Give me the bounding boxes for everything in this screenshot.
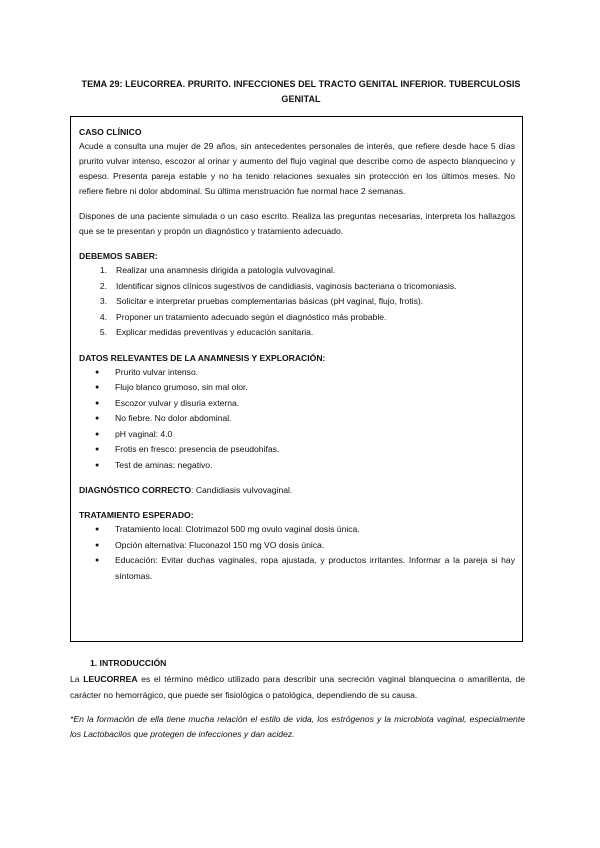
bullet-icon: ● xyxy=(95,557,100,564)
bullet-icon: ● xyxy=(95,446,100,453)
list-item: ● Prurito vulvar intenso. xyxy=(79,365,515,381)
bullet-icon: ● xyxy=(95,384,100,391)
case-instructions: Dispones de una paciente simulada o un caso escrito. Realiza las preguntas necesarias, interpreta los hallazgos que se te presentan y propón un diagnóstico y tratamiento adecuado. xyxy=(79,211,515,236)
page-title: TEMA 29: LEUCORREA. PRURITO. INFECCIONES DEL TRACTO GENITAL INFERIOR. TUBERCULOSIS GENITAL xyxy=(81,79,521,104)
bullet-icon: ● xyxy=(95,415,100,422)
list-item: ● Test de aminas: negativo. xyxy=(79,458,515,474)
list-item: ● Educación: Evitar duchas vaginales, ropa ajustada, y productos irritantes. Informar a la pareja si hay síntomas. xyxy=(79,553,515,584)
list-item: 3. Solicitar e interpretar pruebas complementarias básicas (pH vaginal, flujo, frotis). xyxy=(99,296,424,306)
intro-paragraph: La LEUCORREA es el término médico utilizado para describir una secreción vaginal blanquecina o amarillenta, de carácter no hemorrágico, que puede ser fisiológica o patológica, dependiendo de su causa. xyxy=(70,674,526,700)
list-item: 2. Identificar signos clínicos sugestivos de candidiasis, vaginosis bacteriana o tricomoniasis. xyxy=(99,280,457,291)
bullet-icon: ● xyxy=(95,526,100,533)
list-item: ● Tratamiento local: Clotrimazol 500 mg ovulo vaginal dosis única. xyxy=(79,522,515,538)
diagnosis-line xyxy=(79,483,515,498)
list-item: ● Flujo blanco grumoso, sin mal olor. xyxy=(79,380,515,396)
relevant-data-list xyxy=(79,365,515,474)
bullet-icon: ● xyxy=(95,430,100,438)
list-item: ● No fiebre. No dolor abdominal. xyxy=(79,411,515,427)
section-heading: 1. INTRODUCCIÓN xyxy=(90,658,167,668)
clinical-case-box xyxy=(70,116,523,642)
case-text: Acude a consulta una mujer de 29 años, sin antecedentes personales de interés, que refiere desde hace 5 días prurito vulvar intenso, escozor al orinar y aumento del flujo vaginal que describe como de aspecto blanquecino y espeso. Presenta pareja estable y no ha tenido relaciones sexuales sin protección en los últimos meses. No refiere fiebre ni dolor abdominal. Su última menstruación fue normal hace 2 semanas. xyxy=(79,141,515,196)
intro-note: *En la formación de ella tiene mucha relación el estilo de vida, los estrógenos y la microbiota vaginal, especialmente los Lactobacilos que protegen de infecciones y dan acidez. xyxy=(70,713,525,740)
diagnosis-value: : Candidiasis vulvovaginal. xyxy=(191,485,293,495)
relevant-data-heading: DATOS RELEVANTES DE LA ANAMNESIS Y EXPLORACIÓN: xyxy=(79,352,326,363)
list-item: ● Frotis en fresco: presencia de pseudohifas. xyxy=(79,442,515,458)
list-item: ● Opción alternativa: Fluconazol 150 mg VO dosis única. xyxy=(79,538,515,554)
introduction-section xyxy=(70,656,525,751)
term-leucorrea: LEUCORREA xyxy=(83,674,138,684)
bullet-icon: ● xyxy=(95,368,100,376)
bullet-icon: ● xyxy=(95,541,100,549)
case-heading: CASO CLÍNICO xyxy=(79,127,142,137)
bullet-icon: ● xyxy=(95,399,100,407)
treatment-heading: TRATAMIENTO ESPERADO: xyxy=(79,510,194,520)
bullet-icon: ● xyxy=(95,461,100,469)
list-item: 4. Proponer un tratamiento adecuado según el diagnóstico más probable. xyxy=(99,311,387,322)
diagnosis-label: DIAGNÓSTICO CORRECTO xyxy=(79,485,192,495)
list-item: ● Escozor vulvar y disuria externa. xyxy=(79,396,515,412)
list-item: 1. Realizar una anamnesis dirigida a patología vulvovaginal. xyxy=(99,265,336,275)
list-item: ● pH vaginal: 4.0 xyxy=(79,427,515,443)
treatment-list xyxy=(79,522,515,584)
must-know-heading: DEBEMOS SABER: xyxy=(79,251,158,261)
must-know-list xyxy=(79,263,515,341)
list-item: 5. Explicar medidas preventivas y educación sanitaria. xyxy=(99,327,314,337)
